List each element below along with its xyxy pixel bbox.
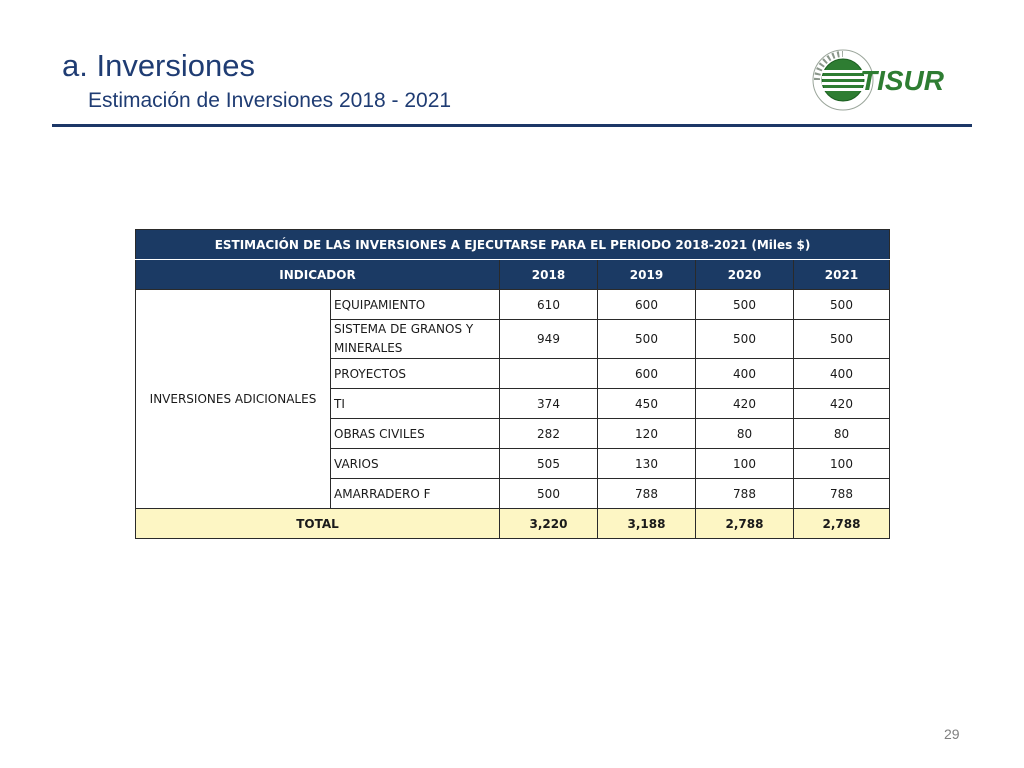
cell-2018: 500 xyxy=(500,479,598,509)
logo-wordmark: TISUR xyxy=(860,65,944,96)
header-2021: 2021 xyxy=(794,260,890,290)
cell-2018: 282 xyxy=(500,419,598,449)
cell-2019: 450 xyxy=(598,389,696,419)
cell-2021: 788 xyxy=(794,479,890,509)
table-row xyxy=(136,290,890,320)
total-2020: 2,788 xyxy=(696,509,794,539)
row-label: VARIOS xyxy=(331,449,500,479)
cell-2020: 420 xyxy=(696,389,794,419)
cell-2021: 100 xyxy=(794,449,890,479)
header-2020: 2020 xyxy=(696,260,794,290)
cell-2021: 500 xyxy=(794,290,890,320)
tisur-logo-graphic xyxy=(808,45,973,115)
cell-2018: 610 xyxy=(500,290,598,320)
cell-2020: 788 xyxy=(696,479,794,509)
cell-2021: 420 xyxy=(794,389,890,419)
cell-2018: 505 xyxy=(500,449,598,479)
row-label: SISTEMA DE GRANOS Y MINERALES xyxy=(331,320,500,359)
cell-2020: 500 xyxy=(696,290,794,320)
slide-title: a. Inversiones xyxy=(62,48,255,83)
header-2018: 2018 xyxy=(500,260,598,290)
row-label: PROYECTOS xyxy=(331,359,500,389)
cell-2020: 80 xyxy=(696,419,794,449)
total-2021: 2,788 xyxy=(794,509,890,539)
row-label: AMARRADERO F xyxy=(331,479,500,509)
cell-2020: 400 xyxy=(696,359,794,389)
total-2018: 3,220 xyxy=(500,509,598,539)
cell-2020: 100 xyxy=(696,449,794,479)
header-indicador: INDICADOR xyxy=(136,260,500,290)
cell-2019: 120 xyxy=(598,419,696,449)
cell-2021: 80 xyxy=(794,419,890,449)
cell-2019: 130 xyxy=(598,449,696,479)
total-row xyxy=(136,509,890,539)
table-caption-row xyxy=(136,230,890,260)
cell-2019: 600 xyxy=(598,290,696,320)
cell-2019: 500 xyxy=(598,320,696,359)
total-label: TOTAL xyxy=(136,509,500,539)
cell-2018: 374 xyxy=(500,389,598,419)
cell-2019: 788 xyxy=(598,479,696,509)
table-caption: ESTIMACIÓN DE LAS INVERSIONES A EJECUTARSE PARA EL PERIODO 2018-2021 (Miles $) xyxy=(136,230,890,260)
slide-subtitle: Estimación de Inversiones 2018 - 2021 xyxy=(88,89,452,112)
page-number: 29 xyxy=(944,726,960,742)
row-label: TI xyxy=(331,389,500,419)
group-label: INVERSIONES ADICIONALES xyxy=(136,290,331,509)
total-2019: 3,188 xyxy=(598,509,696,539)
tisur-logo xyxy=(808,45,973,115)
cell-2021: 400 xyxy=(794,359,890,389)
header-2019: 2019 xyxy=(598,260,696,290)
row-label: OBRAS CIVILES xyxy=(331,419,500,449)
cell-2018 xyxy=(500,359,598,389)
title-divider xyxy=(52,124,972,127)
cell-2018: 949 xyxy=(500,320,598,359)
investment-table xyxy=(135,229,890,539)
table-header-row xyxy=(136,260,890,290)
cell-2020: 500 xyxy=(696,320,794,359)
cell-2021: 500 xyxy=(794,320,890,359)
cell-2019: 600 xyxy=(598,359,696,389)
row-label: EQUIPAMIENTO xyxy=(331,290,500,320)
